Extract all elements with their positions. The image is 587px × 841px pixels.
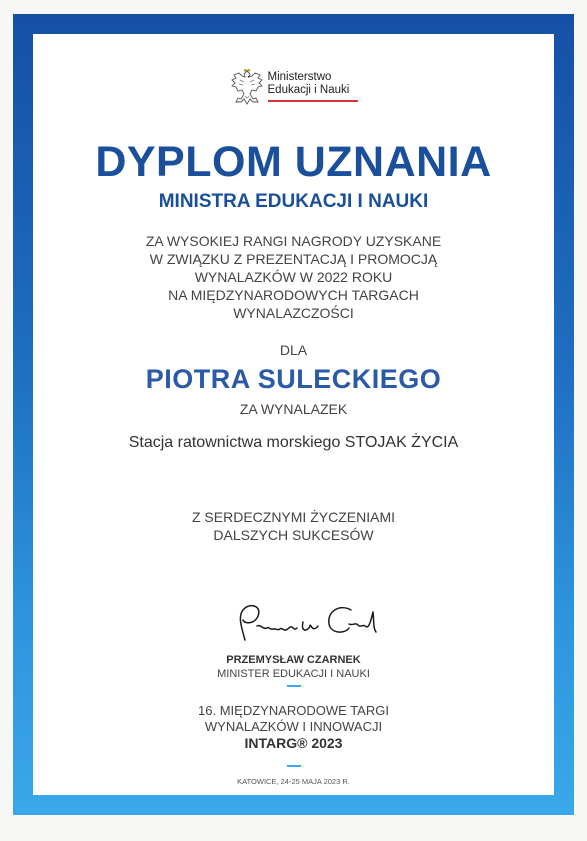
recipient-name: PIOTRA SULECKIEGO: [145, 364, 442, 394]
ministry-name-line2: Edukacji i Nauki: [267, 84, 350, 96]
handwritten-signature: [223, 596, 393, 648]
reason-line: NA MIĘDZYNARODOWYCH TARGACH: [168, 287, 419, 303]
diploma-title: DYPLOM UZNANIA: [95, 138, 492, 186]
diploma-subtitle: MINISTRA EDUKACJI I NAUKI: [158, 191, 429, 212]
diploma-body: [33, 34, 554, 795]
invention-label: ZA WYNALAZEK: [239, 401, 348, 417]
reason-line: W ZWIĄZKU Z PREZENTACJĄ I PROMOCJĄ: [149, 251, 438, 267]
ministry-name: [268, 68, 358, 97]
place-date: KATOWICE, 24-25 MAJA 2023 R.: [237, 777, 350, 786]
ministry-logo: [33, 68, 554, 108]
wishes: [33, 508, 554, 544]
signer-name: PRZEMYSŁAW CZARNEK: [226, 654, 361, 666]
wishes-line: DALSZYCH SUKCESÓW: [213, 527, 374, 543]
divider-dash: [287, 765, 301, 767]
reason-line: WYNALAZCZOŚCI: [233, 305, 354, 321]
diploma-frame: [13, 14, 574, 815]
wishes-line: Z SERDECZNYMI ŻYCZENIAMI: [191, 509, 395, 525]
event-line: WYNALAZKÓW I INNOWACJI: [204, 719, 383, 734]
award-reason: [33, 232, 554, 322]
for-label: DLA: [279, 342, 308, 358]
event-line: 16. MIĘDZYNARODOWE TARGI: [198, 703, 389, 718]
divider-dash: [287, 685, 301, 687]
eagle-emblem-icon: [230, 68, 264, 108]
ministry-name-line1: Ministerstwo: [267, 71, 332, 83]
reason-line: ZA WYSOKIEJ RANGI NAGRODY UZYSKANE: [145, 233, 442, 249]
invention-name: Stacja ratownictwa morskiego STOJAK ŻYCIA: [128, 434, 459, 451]
event-info: [33, 703, 554, 751]
reason-line: WYNALAZKÓW W 2022 ROKU: [194, 269, 393, 285]
event-name: INTARG® 2023: [244, 735, 343, 751]
logo-divider: [268, 100, 358, 102]
signer-title: MINISTER EDUKACJI I NAUKI: [217, 668, 370, 680]
